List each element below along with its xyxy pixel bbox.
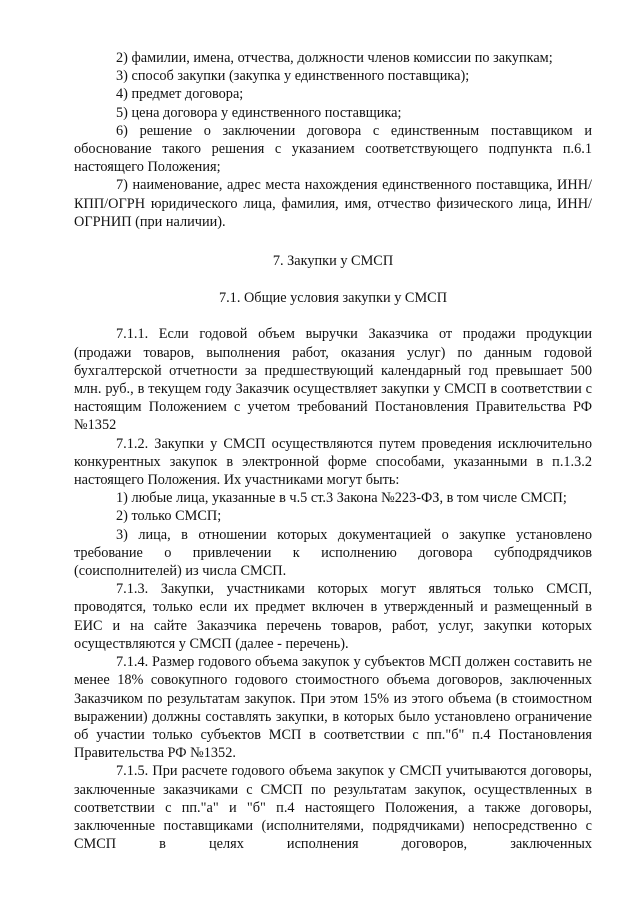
subsection-title: 7.1. Общие условия закупки у СМСП bbox=[218, 290, 448, 307]
section-title: 7. Закупки у СМСП bbox=[272, 253, 394, 270]
list-item: 5) цена договора у единственного поставщика; bbox=[116, 104, 402, 121]
document-page bbox=[74, 49, 592, 853]
paragraph-7-1-4: 7.1.4. Размер годового объема закупок у субъектов МСП должен составить не менее 18% совокупного годового стоимостного объема договоров, заключенных Заказчиком по результатам закупок. При этом 15% из этого объема (в стоимостном выражении) должны составлять закупки, в которых было установлено ограничение об участии только субъектов МСП в соответствии с пп."б" п.4 Постановления Правительства РФ №1352. bbox=[74, 654, 592, 762]
list-item: 4) предмет договора; bbox=[116, 86, 244, 103]
paragraph-7-1-3: 7.1.3. Закупки, участниками которых могут являться только СМСП, проводятся, только если их предмет включен в утвержденный и размещенный в ЕИС и на сайте Заказчика перечень товаров, работ, услуг, закупки которых осуществляются у СМСП (далее - перечень). bbox=[74, 581, 592, 652]
paragraph-7-1-5: 7.1.5. При расчете годового объема закупок у СМСП учитываются договоры, заключенные заказчиками с СМСП по результатам закупок, осуществленных в соответствии с пп."а" и "б" п.4 настоящего Положения, а также договоры, заключенные поставщиками (исполнителями, подрядчиками) непосредственно с СМСП в целях исполнения договоров, заключенных bbox=[74, 763, 592, 853]
list-item: 3) способ закупки (закупка у единственного поставщика); bbox=[116, 68, 470, 85]
list-item: 7) наименование, адрес места нахождения единственного поставщика, ИНН/КПП/ОГРН юридического лица, фамилия, имя, отчество физического лица, ИНН/ОГРНИП (при наличии). bbox=[74, 177, 592, 230]
paragraph-7-1-2-item-2: 2) только СМСП; bbox=[116, 508, 222, 525]
paragraph-7-1-2-item-1: 1) любые лица, указанные в ч.5 ст.3 Закона №223-ФЗ, в том числе СМСП; bbox=[116, 490, 567, 507]
paragraph-7-1-1: 7.1.1. Если годовой объем выручки Заказчика от продажи продукции (продажи товаров, выполнения работ, оказания услуг) по данным годовой бухгалтерской отчетности за предшествующий календарный год превышает 500 млн. руб., в текущем году Заказчик осуществляет закупки у СМСП в соответствии с настоящим Положением с учетом требований Постановления Правительства РФ №1352 bbox=[74, 326, 592, 434]
paragraph-7-1-2: 7.1.2. Закупки у СМСП осуществляются путем проведения исключительно конкурентных закупок в электронной форме способами, указанными в п.1.3.2 настоящего Положения. Их участниками могут быть: bbox=[74, 435, 592, 489]
list-item: 2) фамилии, имена, отчества, должности членов комиссии по закупкам; bbox=[116, 50, 553, 66]
list-item: 6) решение о заключении договора с единственным поставщиком и обоснование такого решения с указанием соответствующего подпункта п.6.1 настоящего Положения; bbox=[74, 122, 592, 176]
paragraph-7-1-2-item-3: 3) лица, в отношении которых документацией о закупке установлено требование о привлечении к исполнению договора субподрядчиков (соисполнителей) из числа СМСП. bbox=[74, 526, 592, 580]
